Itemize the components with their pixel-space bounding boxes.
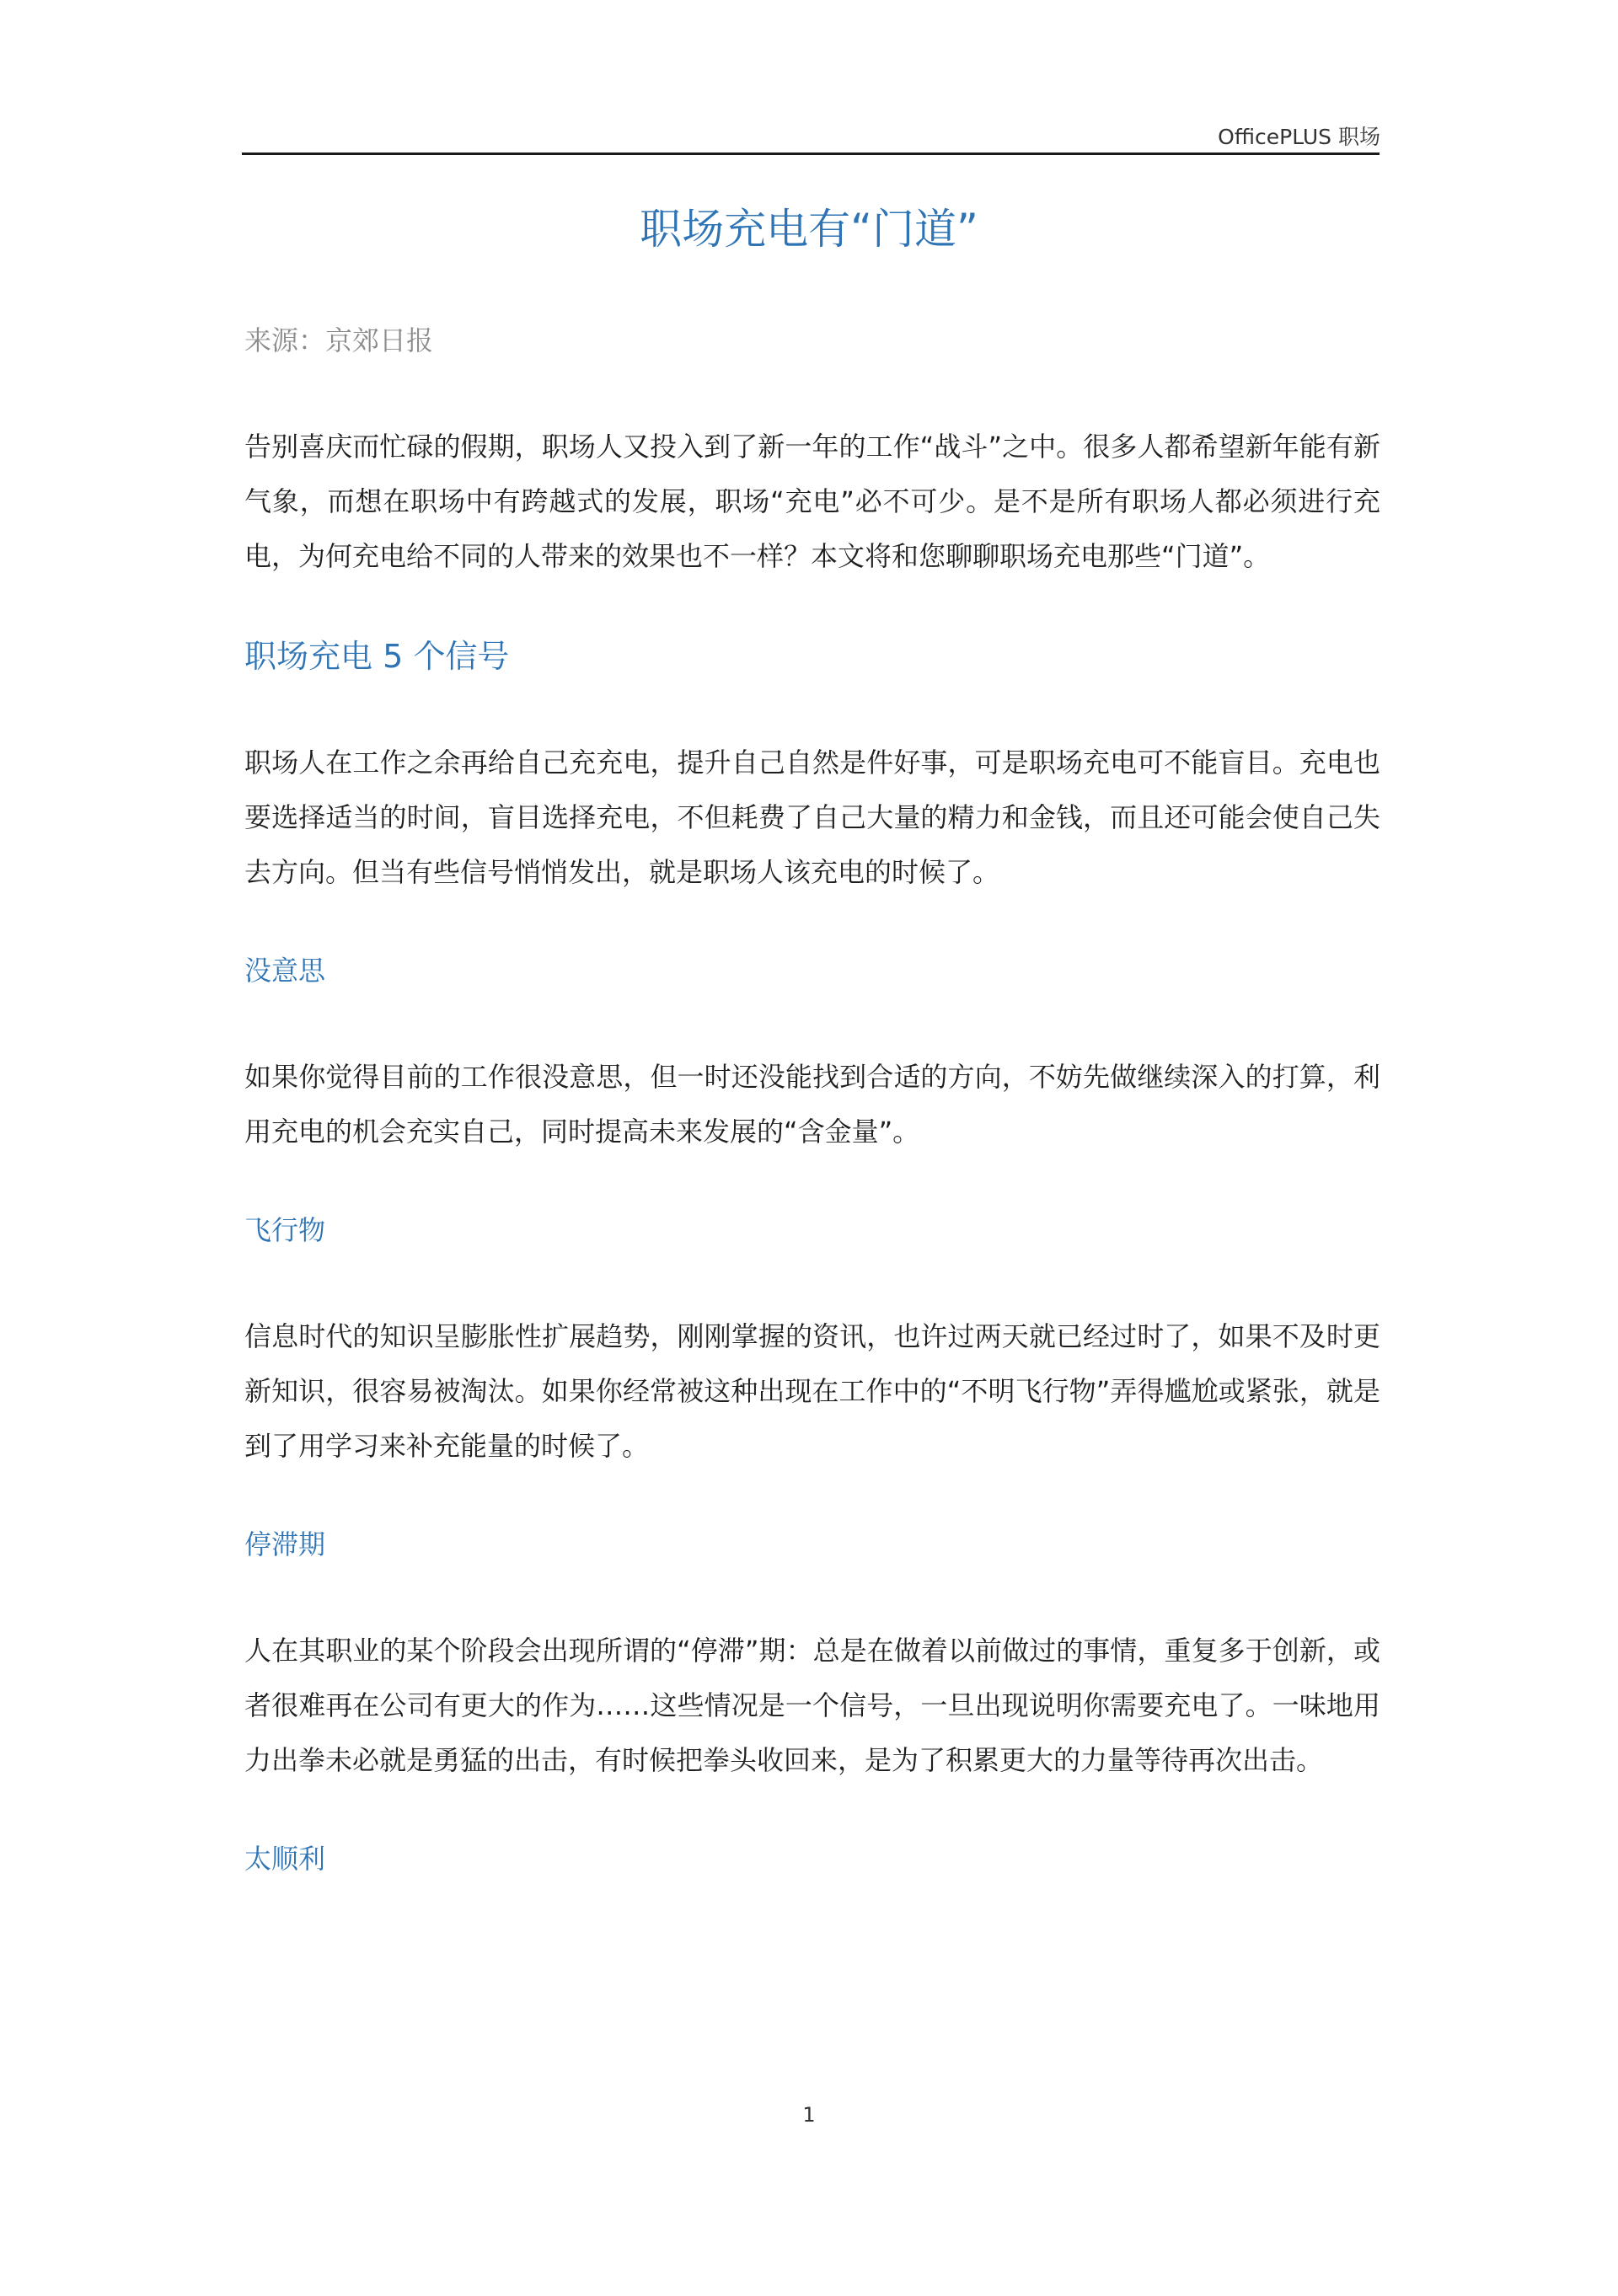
page-header-brand: OfficePLUS 职场 (1218, 125, 1380, 149)
subheading-boring: 没意思 (244, 955, 326, 987)
source-line: 来源：京郊日报 (244, 324, 434, 356)
intro-paragraph: 告别喜庆而忙碌的假期，职场人又投入到了新一年的工作“战斗”之中。很多人都希望新年能有新气象，而想在职场中有跨越式的发展，职场“充电”必不可少。是不是所有职场人都必须进行充电，为何充电给不同的人带来的效果也不一样？本文将和您聊聊职场充电那些“门道”。 (244, 431, 1380, 572)
paragraph-flying-object: 信息时代的知识呈膨胀性扩展趋势，刚刚掌握的资讯，也许过两天就已经过时了，如果不及时更新知识，很容易被淘汰。如果你经常被这种出现在工作中的“不明飞行物”弄得尴尬或紧张，就是到了用学习来补充能量的时候了。 (244, 1320, 1380, 1462)
subheading-flying-object: 飞行物 (244, 1214, 326, 1246)
section-heading: 职场充电 5 个信号 (244, 638, 510, 675)
page-header-rule (242, 153, 1380, 155)
document-body (244, 322, 1380, 1938)
paragraph-stagnation: 人在其职业的某个阶段会出现所谓的“停滞”期：总是在做着以前做过的事情，重复多于创新，或者很难再在公司有更大的作为……这些情况是一个信号，一旦出现说明你需要充电了。一味地用力出拳未必就是勇猛的出击，有时候把拳头收回来，是为了积累更大的力量等待再次出击。 (244, 1635, 1380, 1776)
paragraph-boring: 如果你觉得目前的工作很没意思，但一时还没能找到合适的方向，不妨先做继续深入的打算，利用充电的机会充实自己，同时提高未来发展的“含金量”。 (244, 1061, 1380, 1148)
subheading-stagnation: 停滞期 (244, 1528, 326, 1560)
subheading-too-smooth: 太顺利 (244, 1843, 326, 1875)
page-number: 1 (802, 2103, 816, 2127)
document-title: 职场充电有“门道” (640, 205, 978, 254)
section-paragraph: 职场人在工作之余再给自己充充电，提升自己自然是件好事，可是职场充电可不能盲目。充电也要选择适当的时间，盲目选择充电，不但耗费了自己大量的精力和金钱，而且还可能会使自己失去方向。但当有些信号悄悄发出，就是职场人该充电的时候了。 (244, 747, 1380, 888)
